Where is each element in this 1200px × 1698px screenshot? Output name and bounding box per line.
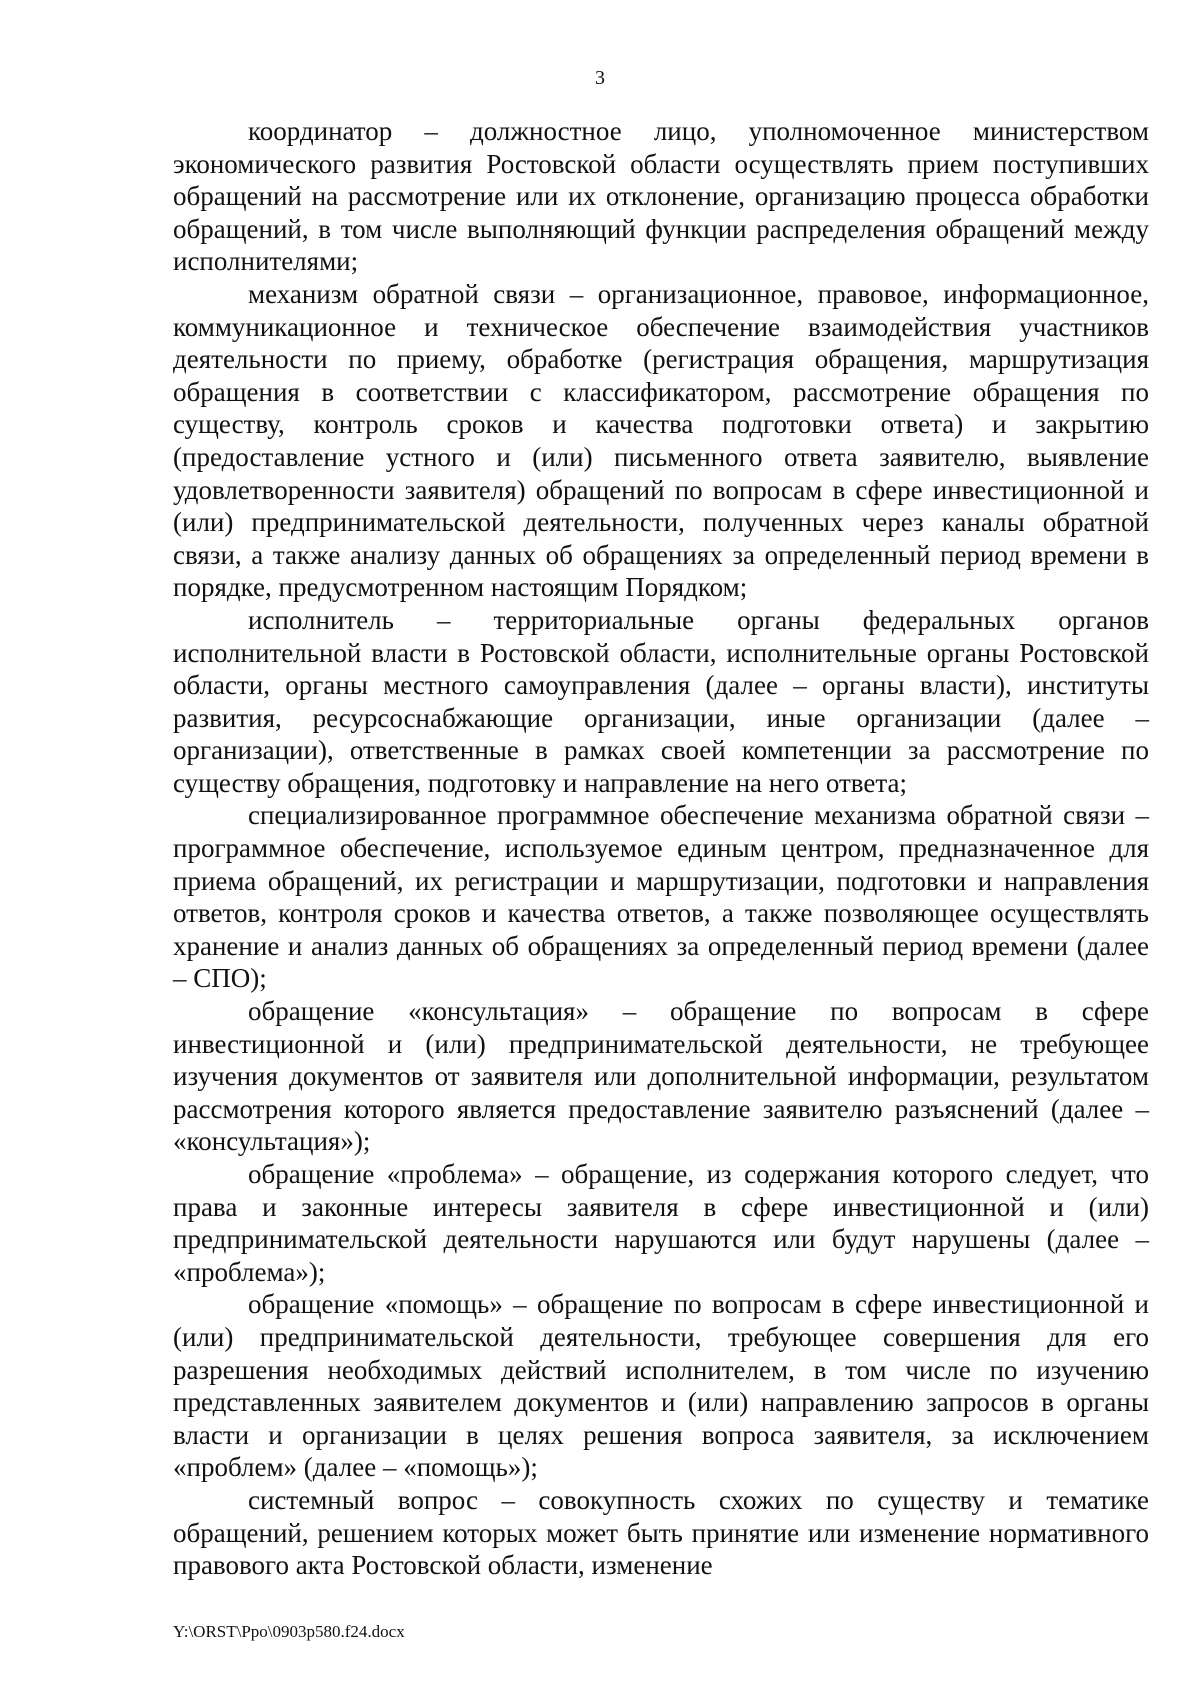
document-body <box>173 115 1149 1582</box>
paragraph-feedback-mechanism: механизм обратной связи – организационное, правовое, информационное, коммуникационное и техническое обеспечение взаимодействия участников деятельности по приему, обработке (регистрация обращения, маршрутизация обращения в соответствии с классификатором, рассмотрение обращения по существу, контроль сроков и качества подготовки ответа) и закрытию (предоставление устного и (или) письменного ответа заявителю, выявление удовлетворенности заявителя) обращений по вопросам в сфере инвестиционной и (или) предпринимательской деятельности, полученных через каналы обратной связи, а также анализу данных об обращениях за определенный период времени в порядке, предусмотренном настоящим Порядком; <box>173 278 1149 603</box>
paragraph-help: обращение «помощь» – обращение по вопросам в сфере инвестиционной и (или) предпринимательской деятельности, требующее совершения для его разрешения необходимых действий исполнителем, в том числе по изучению представленных заявителем документов и (или) направлению запросов в органы власти и организации в целях решения вопроса заявителя, за исключением «проблем» (далее – «помощь»); <box>173 1289 1149 1483</box>
paragraph-coordinator: координатор – должностное лицо, уполномоченное министерством экономического развития Ростовской области осуществлять прием поступивших обращений на рассмотрение или их отклонение, организацию процесса обработки обращений, в том числе выполняющий функции распределения обращений между исполнителями; <box>173 116 1149 277</box>
paragraph-problem: обращение «проблема» – обращение, из содержания которого следует, что права и законные интересы заявителя в сфере инвестиционной и (или) предпринимательской деятельности нарушаются или будут нарушены (далее – «проблема»); <box>173 1159 1149 1287</box>
page-number: 3 <box>595 67 605 89</box>
paragraph-executor: исполнитель – территориальные органы федеральных органов исполнительной власти в Ростовской области, исполнительные органы Ростовской области, органы местного самоуправления (далее – органы власти), институты развития, ресурсоснабжающие организации, иные организации (далее – организации), ответственные в рамках своей компетенции за рассмотрение по существу обращения, подготовку и направление на него ответа; <box>173 604 1149 798</box>
paragraph-specialized-software: специализированное программное обеспечение механизма обратной связи – программное обеспечение, используемое единым центром, предназначенное для приема обращений, их регистрации и маршрутизации, подготовки и направления ответов, контроля сроков и качества ответов, а также позволяющее осуществлять хранение и анализ данных об обращениях за определенный период времени (далее – СПО); <box>173 800 1149 994</box>
paragraph-consultation: обращение «консультация» – обращение по вопросам в сфере инвестиционной и (или) предпринимательской деятельности, не требующее изучения документов от заявителя или дополнительной информации, результатом рассмотрения которого является предоставление заявителю разъяснений (далее – «консультация»); <box>173 996 1149 1157</box>
paragraph-systemic-issue: системный вопрос – совокупность схожих по существу и тематике обращений, решением которых может быть принятие или изменение нормативного правового акта Ростовской области, изменение <box>173 1484 1149 1581</box>
footer-file-path: Y:\ORST\Ppo\0903p580.f24.docx <box>173 1622 405 1641</box>
